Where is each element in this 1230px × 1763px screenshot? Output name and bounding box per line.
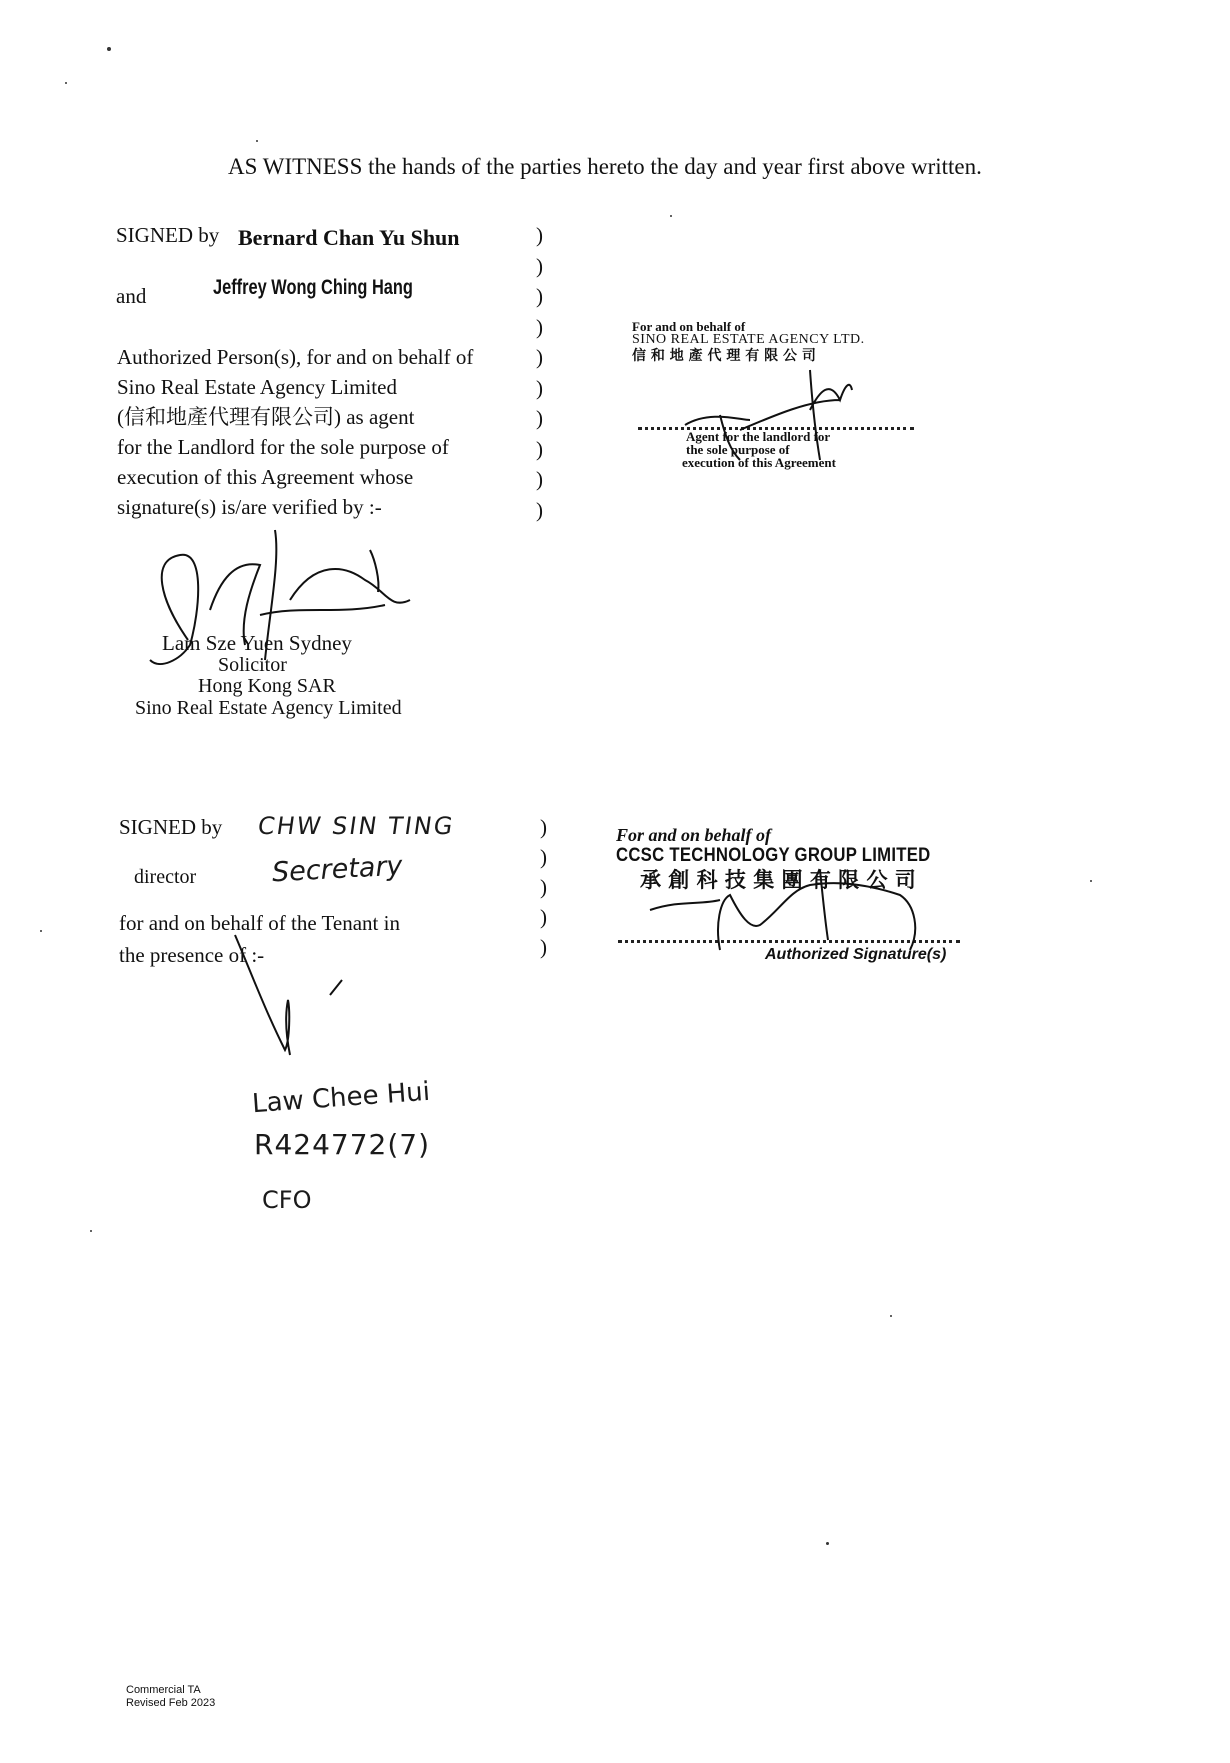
- tenant-witness-id: R424772(7): [254, 1128, 431, 1161]
- landlord-description-line: Authorized Person(s), for and on behalf of: [117, 345, 474, 369]
- tenant-witness-name: Law Chee Hui: [251, 1076, 431, 1120]
- scan-speck: [670, 215, 672, 217]
- scan-speck: [107, 47, 111, 51]
- tenant-description-line: the presence of :-: [119, 943, 265, 967]
- tenant-role-handwritten: Secretary: [271, 850, 404, 889]
- tenant-signed-by-label: SIGNED by: [119, 815, 223, 839]
- tenant-witness-role: CFO: [262, 1186, 312, 1214]
- landlord-stamp-signature: [680, 360, 880, 480]
- scan-speck: [90, 1230, 92, 1232]
- landlord-stamp-line-2: SINO REAL ESTATE AGENCY LTD.: [632, 332, 865, 347]
- scan-speck: [256, 140, 258, 142]
- verifier-location: Hong Kong SAR: [198, 675, 336, 697]
- landlord-signer-2: Jeffrey Wong Ching Hang: [213, 276, 413, 299]
- scan-speck: [1090, 880, 1092, 882]
- landlord-stamp-caption-3: execution of this Agreement: [682, 455, 836, 470]
- tenant-stamp-line-2: CCSC TECHNOLOGY GROUP LIMITED: [616, 845, 931, 866]
- landlord-description-line: (信和地產代理有限公司) as agent: [117, 405, 415, 429]
- footer-line-1: Commercial TA: [126, 1684, 201, 1696]
- tenant-description-line: for and on behalf of the Tenant in: [119, 911, 400, 935]
- landlord-description-line: Sino Real Estate Agency Limited: [117, 375, 397, 399]
- landlord-company-stamp: [632, 320, 932, 365]
- scan-speck: [40, 930, 42, 932]
- footer-line-2: Revised Feb 2023: [126, 1697, 216, 1709]
- landlord-description-line: for the Landlord for the sole purpose of: [117, 435, 449, 459]
- scan-speck: [65, 82, 67, 84]
- landlord-stamp-line-3: 信 和 地 產 代 理 有 限 公 司: [632, 348, 816, 364]
- footer-note: [126, 1684, 215, 1710]
- tenant-stamp-line-3: 承 創 科 技 集 團 有 限 公 司: [640, 868, 916, 892]
- scan-speck: [890, 1315, 892, 1317]
- landlord-description-line: signature(s) is/are verified by :-: [117, 495, 382, 519]
- tenant-stamp-caption: Authorized Signature(s): [765, 946, 947, 963]
- landlord-signed-by-label: SIGNED by: [116, 223, 220, 247]
- tenant-parenthesis-column: ) ) ) ) ): [540, 815, 547, 959]
- landlord-description-line: execution of this Agreement whose: [117, 465, 414, 489]
- scan-speck: [826, 1542, 829, 1545]
- tenant-stamp-line-1: For and on behalf of: [616, 825, 772, 845]
- landlord-parenthesis-column: ) ) ) ) ) ) ) ) ) ): [536, 223, 543, 522]
- witness-clause: AS WITNESS the hands of the parties hereto the day and year first above written.: [228, 154, 982, 179]
- tenant-witness-signature: [230, 930, 360, 1070]
- verifier-company: Sino Real Estate Agency Limited: [135, 697, 402, 719]
- tenant-signer-handwritten: CHW SIN TING: [256, 812, 457, 840]
- tenant-director-label: director: [134, 866, 197, 888]
- verifier-name: Lam Sze Yuen Sydney: [162, 631, 352, 655]
- landlord-stamp-line-1: For and on behalf of: [632, 319, 746, 334]
- landlord-description: [117, 342, 473, 522]
- landlord-signer-1: Bernard Chan Yu Shun: [238, 225, 460, 250]
- tenant-stamp-signature: [640, 870, 940, 980]
- landlord-stamp-caption-2: the sole purpose of: [686, 442, 790, 457]
- landlord-stamp-caption-1: Agent for the landlord for: [686, 429, 831, 444]
- verifier-title: Solicitor: [218, 654, 287, 676]
- landlord-and-label: and: [116, 284, 147, 308]
